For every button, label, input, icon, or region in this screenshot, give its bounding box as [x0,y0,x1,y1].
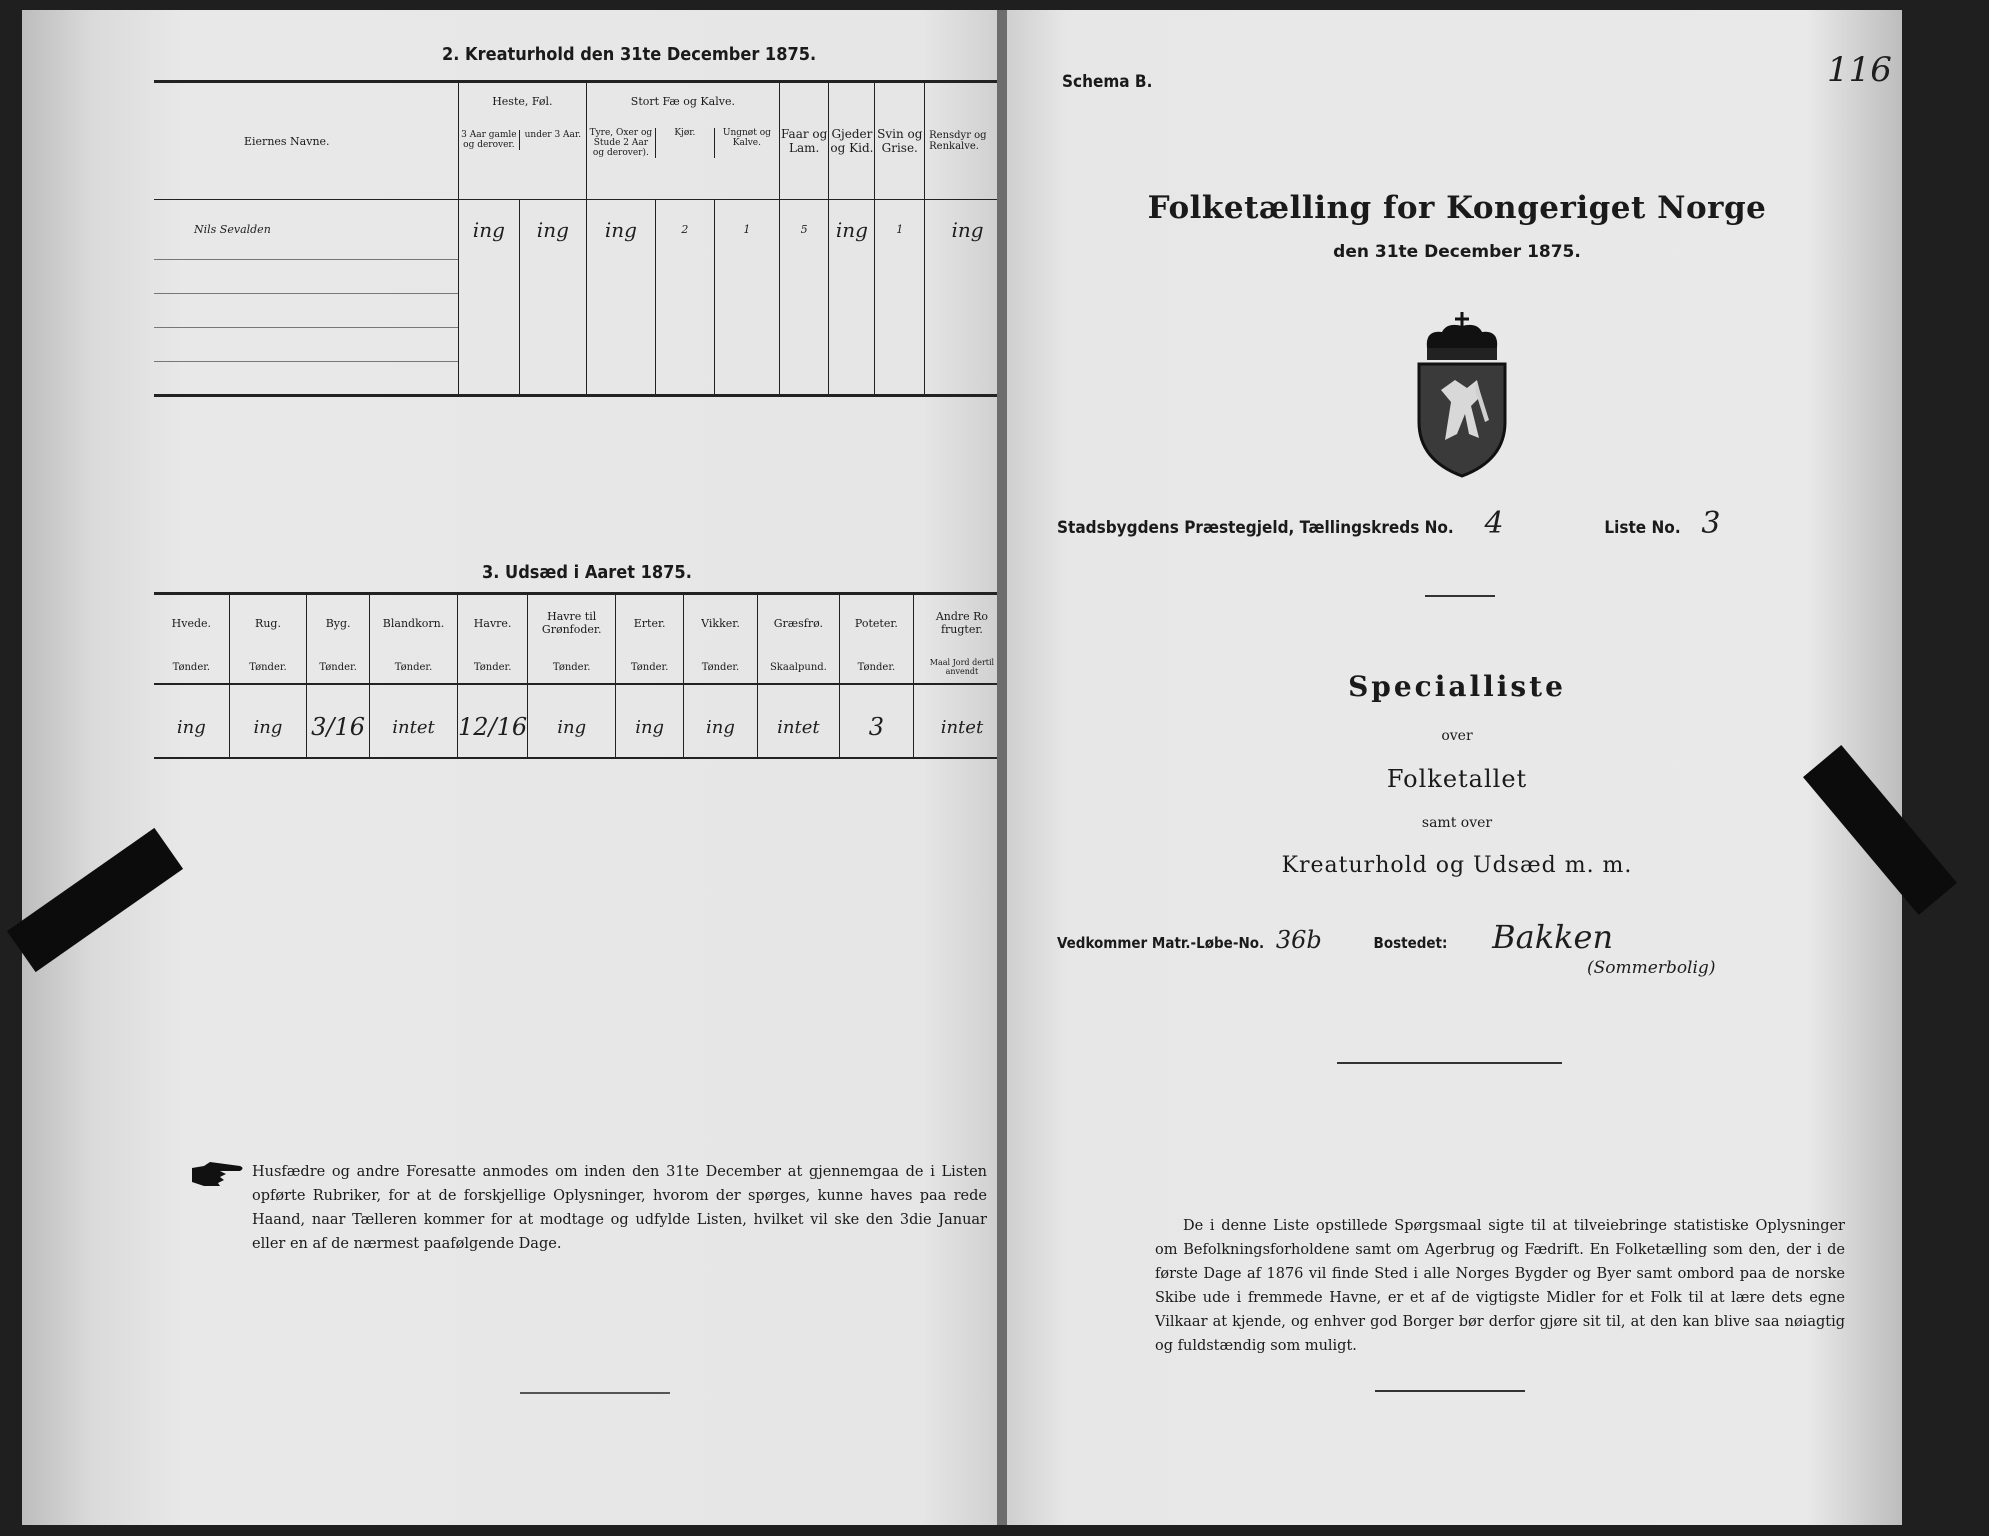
seed-unit-9: Tønder. [839,652,913,684]
seed-value-4: 12/16 [458,698,528,758]
footer-text: De i denne Liste opstillede Spørgsmaal sigte til at tilveiebringe statistiske Oplysninger om Befolkningsforholdene samt om Agerbrug og Fædrift. En Folketælling som den, der i de første Dage af 1876 vil finde Sted i alle Norges Bygder og Byer samt ombord paa de norske Skibe ude i fremmede Havne, er et af de vigtigste Midler for et Folk til at lære dets egne Vilkaar at kjende, og enhver god Borger bør derfor gjøre sit til, at den kan blive saa nøiagtig og fuldstændig som muligt. [1155,1218,1845,1354]
seed-value-3: intet [369,698,457,758]
norway-coat-of-arms-icon [1407,310,1517,484]
header-horses-old: 3 Aar gamle og derover. [461,130,517,150]
liste-number: 3 [1701,506,1721,541]
divider-mid [1337,1062,1562,1064]
section2-title: 2. Kreaturhold den 31te December 1875. [442,44,817,65]
seed-unit-1: Tønder. [229,652,307,684]
livestock-row [154,200,1002,260]
seed-header-row [154,594,1002,652]
seed-value-10: intet [913,698,1002,758]
pointing-hand-icon [190,1160,246,1194]
bostedet-note: (Sommerbolig) [1587,958,1716,978]
header-cattle-label: Stort Fæ og Kalve. [630,95,735,108]
livestock-table [154,80,1002,397]
header-pigs: Svin og Grise. [875,82,925,200]
goats-value: ing [829,200,875,260]
bottom-rule-left [520,1392,670,1394]
header-horses-young: under 3 Aar. [519,130,586,150]
section3-title: 3. Udsæd i Aaret 1875. [482,562,692,583]
header-horses-label: Heste, Føl. [492,95,553,108]
seed-unit-0: Tønder. [172,661,211,673]
seed-value-row [154,698,1002,758]
kreaturhold-label: Kreaturhold og Udsæd m. m. [1281,853,1633,878]
bostedet-label: Bostedet: [1373,934,1448,952]
seed-unit-2: Tønder. [307,652,370,684]
kreds-number: 4 [1484,506,1504,541]
seed-header-3: Blandkorn. [369,594,457,652]
reindeer-value: ing [925,200,1002,260]
header-sheep: Faar og Lam. [779,82,829,200]
header-goats: Gjeder og Kid. [829,82,875,200]
header-cattle-cows: Kjør. [655,128,714,158]
left-page [22,10,1002,1525]
seed-unit-6: Tønder. [616,652,684,684]
horses-old-value: ing [458,200,519,260]
matr-label: Vedkommer Matr.-Løbe-No. [1057,934,1265,952]
seed-header-6: Erter. [616,594,684,652]
header-horses [458,82,586,200]
seed-header-10: Andre Ro frugter. [913,594,1002,652]
folketallet-label: Folketallet [1386,765,1528,793]
bottom-rule-right [1375,1390,1525,1392]
owner-name: Nils Sevalden [154,200,458,260]
seed-value-2: 3/16 [307,698,370,758]
district-prefix: Stadsbygdens Præstegjeld, Tællingskreds No. [1057,518,1454,538]
sheep-value: 5 [779,200,829,260]
header-cattle-young: Ungnøt og Kalve. [714,128,779,158]
header-cattle-bulls: Tyre, Oxer og Stude 2 Aar og derover). [589,128,653,158]
seed-value-9: 3 [839,698,913,758]
seed-header-9: Poteter. [839,594,913,652]
bostedet-value: Bakken [1492,918,1614,956]
liste-label: Liste No. [1604,518,1681,538]
cows-value: 2 [655,200,714,260]
samt-over-label: samt over [1421,815,1493,831]
document-title: Folketælling for Kongeriget Norge [1147,190,1767,226]
matr-line [1057,918,1877,956]
seed-header-0: Hvede. [154,594,229,652]
header-reindeer: Rensdyr og Renkalve. [925,82,1002,200]
book-spread [22,10,1902,1525]
seed-unit-5: Tønder. [528,652,616,684]
divider-short [1425,595,1495,597]
pigs-value: 1 [875,200,925,260]
seed-unit-3: Tønder. [369,652,457,684]
document-subtitle: den 31te December 1875. [1333,242,1581,262]
seed-unit-row [154,652,1002,684]
horses-young-value: ing [519,200,586,260]
page-number: 116 [1827,50,1892,90]
over-label: over [1441,728,1473,744]
seed-value-1: ing [229,698,307,758]
header-cattle [586,82,779,200]
seed-header-7: Vikker. [684,594,758,652]
matr-number: 36b [1275,926,1322,954]
district-line [1057,506,1857,541]
seed-value-0: ing [154,698,229,758]
seed-header-1: Rug. [229,594,307,652]
seed-value-5: ing [528,698,616,758]
seed-unit-8: Skaalpund. [757,652,839,684]
notice-text: Husfædre og andre Foresatte anmodes om inden den 31te December at gjennemgaa de i Listen opførte Rubriker, for at de forskjellige Oplysninger, hvorom der spørges, kunne haves paa rede Haand, naar Tælleren kommer for at modtage og udfylde Listen, hvilket vil ske den 3die Januar eller en af de nærmest paafølgende Dage. [252,1164,987,1252]
seed-header-5: Havre til Grønfoder. [528,594,616,652]
seed-header-8: Græsfrø. [757,594,839,652]
specialliste-heading: Specialliste [1348,670,1566,703]
seed-table [154,592,1002,759]
seed-value-7: ing [684,698,758,758]
seed-header-2: Byg. [307,594,370,652]
right-page [1007,10,1902,1525]
seed-value-6: ing [616,698,684,758]
seed-unit-7: Tønder. [684,652,758,684]
schema-label: Schema B. [1062,72,1153,92]
seed-unit-4: Tønder. [458,652,528,684]
young-cattle-value: 1 [714,200,779,260]
bulls-value: ing [586,200,655,260]
seed-value-8: intet [757,698,839,758]
header-owner: Eiernes Navne. [154,82,458,200]
seed-unit-10: Maal Jord dertil anvendt [913,652,1002,684]
seed-header-4: Havre. [458,594,528,652]
